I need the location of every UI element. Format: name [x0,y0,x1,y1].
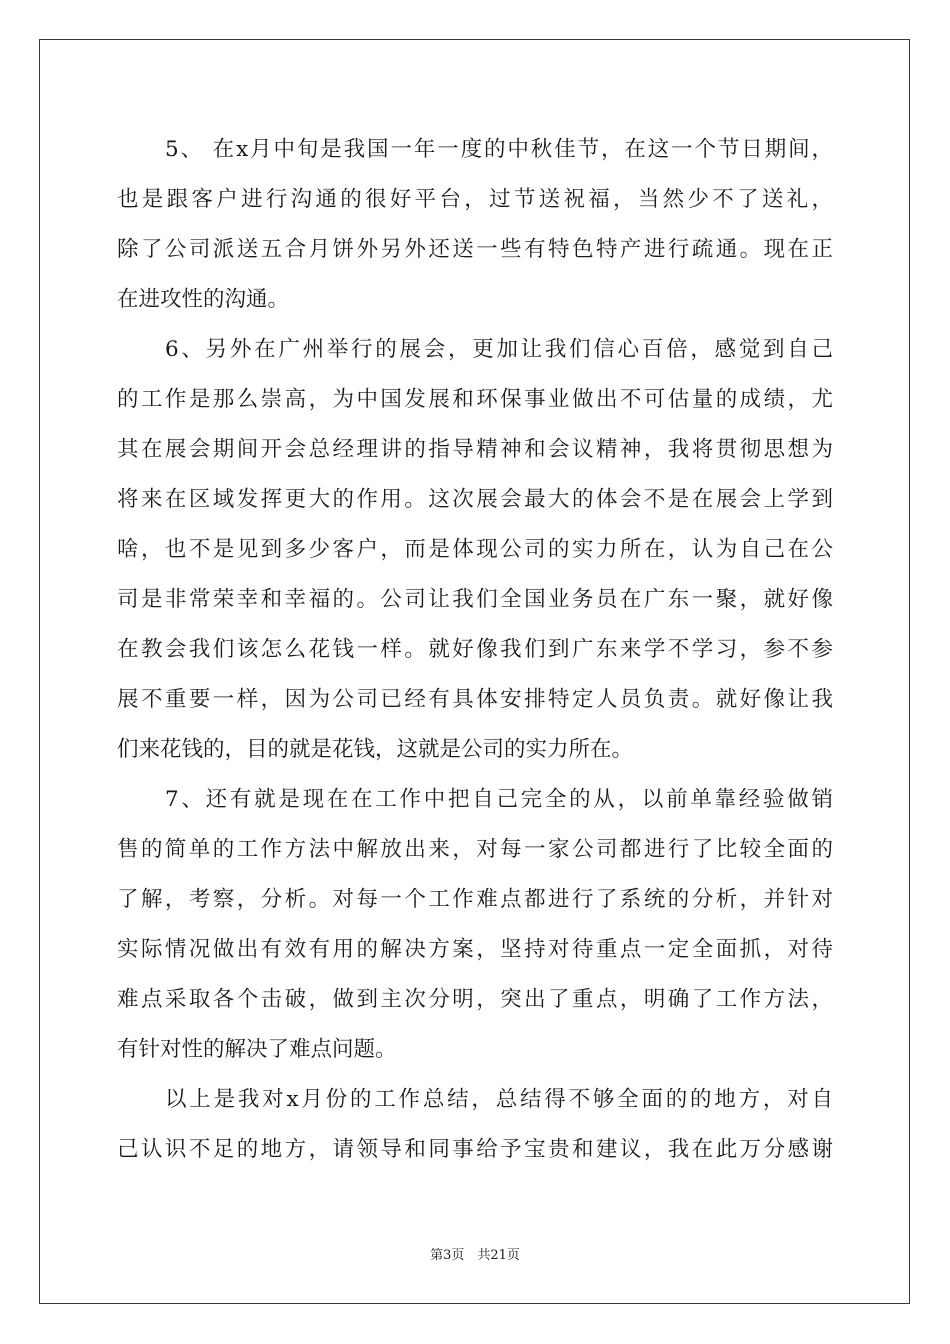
paragraph-6-line-1: 6、另外在广州举行的展会，更加让我们信心百倍，感觉到自己 [165,337,833,362]
paragraph-7-line-5: 难点采取各个击破，做到主次分明，突出了重点，明确了工作方法， [117,987,833,1012]
paragraph-7-line-3: 了解，考察，分析。对每一个工作难点都进行了系统的分析，并针对 [117,887,833,912]
paragraph-5-line-3: 除了公司派送五合月饼外另外还送一些有特色特产进行疏通。现在正 [117,237,833,262]
paragraph-6-line-4: 将来在区域发挥更大的作用。这次展会最大的体会不是在展会上学到 [117,487,833,512]
paragraph-5-line-2: 也是跟客户进行沟通的很好平台，过节送祝福，当然少不了送礼， [117,187,833,212]
paragraph-5-line-4: 在进攻性的沟通。 [117,287,290,312]
paragraph-6-line-7: 在教会我们该怎么花钱一样。就好像我们到广东来学不学习，参不参 [117,637,833,662]
paragraph-6-line-2: 的工作是那么崇高，为中国发展和环保事业做出不可估量的成绩，尤 [117,387,833,412]
summary-line-1: 以上是我对x月份的工作总结，总结得不够全面的的地方，对自 [165,1087,833,1112]
paragraph-6-line-8: 展不重要一样，因为公司已经有具体安排特定人员负责。就好像让我 [117,687,833,712]
paragraph-6-line-5: 啥，也不是见到多少客户，而是体现公司的实力所在，认为自己在公 [117,537,833,562]
paragraph-5-line-1: 5、 在x月中旬是我国一年一度的中秋佳节，在这一个节日期间， [165,137,833,162]
page-number-footer: 第3页 共21页 [430,1248,520,1263]
summary-line-2: 己认识不足的地方，请领导和同事给予宝贵和建议，我在此万分感谢 [117,1137,833,1162]
paragraph-6-line-6: 司是非常荣幸和幸福的。公司让我们全国业务员在广东一聚，就好像 [117,587,833,612]
paragraph-7-line-1: 7、还有就是现在在工作中把自己完全的从，以前单靠经验做销 [165,787,833,812]
paragraph-6-line-9: 们来花钱的，目的就是花钱，这就是公司的实力所在。 [117,737,634,762]
paragraph-6-line-3: 其在展会期间开会总经理讲的指导精神和会议精神，我将贯彻思想为 [117,437,833,462]
paragraph-7-line-6: 有针对性的解决了难点问题。 [117,1037,397,1062]
paragraph-7-line-2: 售的简单的工作方法中解放出来，对每一家公司都进行了比较全面的 [117,837,833,862]
paragraph-7-line-4: 实际情况做出有效有用的解决方案，坚持对待重点一定全面抓，对待 [117,937,833,962]
